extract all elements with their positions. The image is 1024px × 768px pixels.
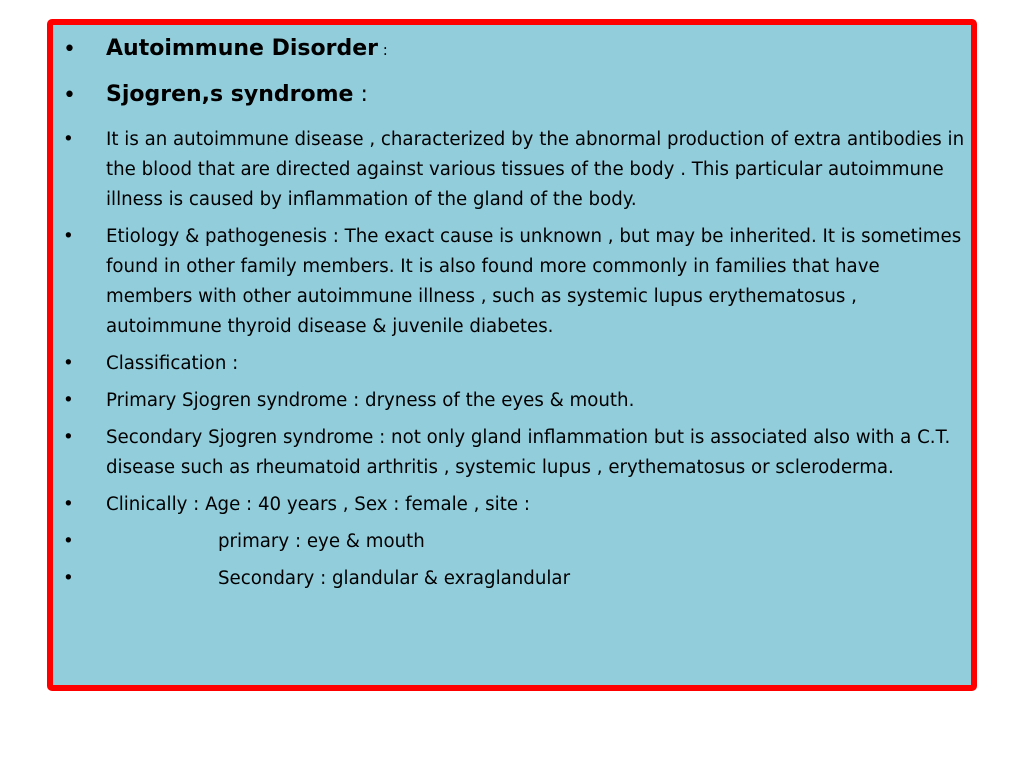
bullet-text: Etiology & pathogenesis : The exact cause is unknown , but may be inherited. It is sometimes found in other family members. It is also found more commonly in families that have members with other autoimmune illness , such as systemic lupus erythematosus , autoimmune thyroid disease & juvenile diabetes. <box>106 226 962 337</box>
bullet-secondary-sjogren <box>61 423 966 483</box>
bullet-icon: • <box>63 129 74 150</box>
heading-sjogrens-syndrome <box>61 80 966 110</box>
bullet-classification <box>61 349 966 379</box>
bullet-icon: • <box>63 390 74 411</box>
bullet-text: It is an autoimmune disease , characterized by the abnormal production of extra antibodies in the blood that are directed against various tissues of the body . This particular autoimmune illness is caused by inflammation of the gland of the body. <box>106 129 965 210</box>
bullet-icon: • <box>63 427 74 448</box>
bullet-secondary-site <box>61 564 966 594</box>
bullet-text: Secondary : glandular & exraglandular <box>218 568 571 589</box>
bullet-text: primary : eye & mouth <box>218 531 425 552</box>
bullet-icon: • <box>63 37 76 62</box>
bullet-primary-site <box>61 527 966 557</box>
bullet-primary-sjogren <box>61 386 966 416</box>
heading-autoimmune-disorder <box>61 34 966 65</box>
bullet-icon: • <box>63 83 76 108</box>
bullet-text: Clinically : Age : 40 years , Sex : female , site : <box>106 494 530 515</box>
bullet-text: Classification : <box>106 353 239 374</box>
bullet-text: Secondary Sjogren syndrome : not only gland inflammation but is associated also with a C.T. disease such as rheumatoid arthritis , systemic lupus , erythematosus or scleroderma. <box>106 427 951 478</box>
heading-colon: : <box>353 82 368 107</box>
bullet-etiology <box>61 222 966 342</box>
heading-text: Sjogren,s syndrome <box>106 82 354 107</box>
heading-colon: : <box>378 41 388 59</box>
heading-text: Autoimmune Disorder <box>106 36 378 61</box>
content-panel <box>47 19 977 691</box>
bullet-icon: • <box>63 353 74 374</box>
bullet-icon: • <box>63 494 74 515</box>
bullet-list <box>61 34 966 601</box>
bullet-text: Primary Sjogren syndrome : dryness of the eyes & mouth. <box>106 390 635 411</box>
bullet-icon: • <box>63 531 74 552</box>
bullet-icon: • <box>63 568 74 589</box>
bullet-clinically <box>61 490 966 520</box>
bullet-definition <box>61 125 966 215</box>
bullet-icon: • <box>63 226 74 247</box>
